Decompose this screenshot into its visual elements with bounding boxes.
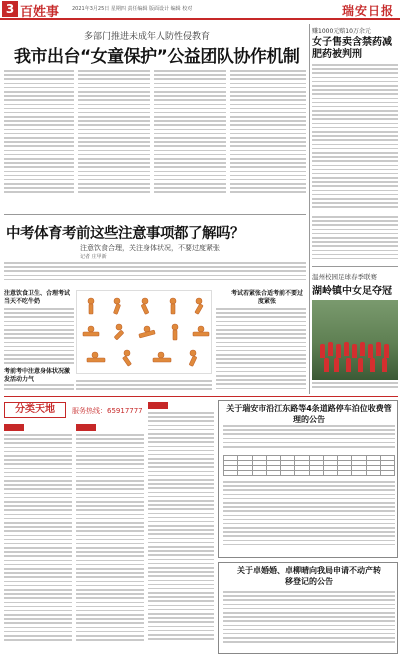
lead-title: 我市出台“女童保护”公益团队协作机制 xyxy=(14,47,300,67)
player xyxy=(334,358,339,372)
horizontal-divider-bottom xyxy=(4,396,398,397)
masthead-meta: 2021年3月25日 星期四 责任编辑 版面设计 编辑 校对 xyxy=(72,6,193,12)
player xyxy=(336,344,341,358)
right-story-kicker: 温州校园足球春季联赛 xyxy=(312,273,377,281)
player xyxy=(324,358,329,372)
player xyxy=(328,342,333,356)
classified-col-1 xyxy=(4,434,72,654)
mid-subtitle: 注意饮食合理，关注身体状况，不要过度紧张 xyxy=(80,244,220,252)
classified-tag xyxy=(4,424,24,431)
team-photo xyxy=(312,300,398,380)
side-title: 女子售卖含禁药减肥药被判刑 xyxy=(312,37,392,60)
notice-top-body xyxy=(223,425,395,453)
lead-body-col-4 xyxy=(230,70,306,198)
notice-top-table xyxy=(223,455,395,476)
notice-bottom xyxy=(218,562,398,654)
side-story xyxy=(312,26,398,61)
classified-tag xyxy=(76,424,96,431)
mid-subhead-c: 考前考中注意身体状况激发活动力气 xyxy=(4,368,71,383)
mid-col-1-top xyxy=(4,308,74,368)
player xyxy=(370,358,375,372)
masthead xyxy=(0,0,400,20)
exercise-illustration xyxy=(76,290,212,374)
page-number: 3 xyxy=(2,1,18,17)
exercise-figures xyxy=(77,291,213,375)
mid-byline: 记者 庄甲新 xyxy=(80,254,107,260)
player xyxy=(352,344,357,358)
lead-body-col-1 xyxy=(4,70,74,198)
player xyxy=(368,344,373,358)
player xyxy=(358,358,363,372)
mid-subhead-a: 注意饮食卫生、合理考试当天不吃牛奶 xyxy=(4,290,71,305)
classified-title: 分类天地 xyxy=(4,402,66,418)
mid-intro xyxy=(4,262,306,284)
right-story-body xyxy=(312,382,398,394)
notice-bottom-title: 关于卓婚婚、卓柳晴向我局申请不动产转移登记的公告 xyxy=(237,566,381,586)
vertical-divider xyxy=(309,24,310,394)
player xyxy=(320,344,325,358)
section-name: 百姓事 xyxy=(20,5,60,20)
paper-logo: 瑞安日报 xyxy=(341,4,394,18)
lead-body-col-2 xyxy=(78,70,150,198)
player xyxy=(346,358,351,372)
lead-body-col-3 xyxy=(154,70,226,198)
player xyxy=(344,342,349,356)
side-kicker: 赚1000元赔10万余元 xyxy=(312,28,371,35)
classified-phone: 服务热线：65917777 xyxy=(72,407,143,415)
notice-top xyxy=(218,400,398,558)
notice-top-body-2 xyxy=(223,481,395,555)
mid-col-1-bottom xyxy=(4,384,74,394)
classified-col-2 xyxy=(76,434,144,654)
horizontal-divider-right xyxy=(312,266,398,267)
horizontal-divider-mid xyxy=(4,214,306,215)
player xyxy=(384,344,389,358)
mid-col-4 xyxy=(216,308,306,394)
mid-subhead-b: 考试若紧张合适考前不要过度紧张 xyxy=(230,290,303,305)
player xyxy=(360,342,365,356)
lead-kicker: 多部门推进未成年人防性侵教育 xyxy=(84,32,211,42)
side-body-lower xyxy=(312,216,398,264)
side-body xyxy=(312,64,398,214)
classified-tag xyxy=(148,402,168,409)
notice-top-title: 关于瑞安市沿江东路等4条道路停车泊位收费管理的公告 xyxy=(226,404,392,424)
right-story-title: 湖岭镇中女足夺冠 xyxy=(312,286,392,297)
notice-bottom-body xyxy=(223,591,395,651)
player xyxy=(376,342,381,356)
classified-col-3 xyxy=(148,412,214,654)
mid-title: 中考体育考前这些注意事项都了解吗？ xyxy=(6,226,244,242)
player xyxy=(382,358,387,372)
mid-col-2-bottom xyxy=(76,380,212,394)
